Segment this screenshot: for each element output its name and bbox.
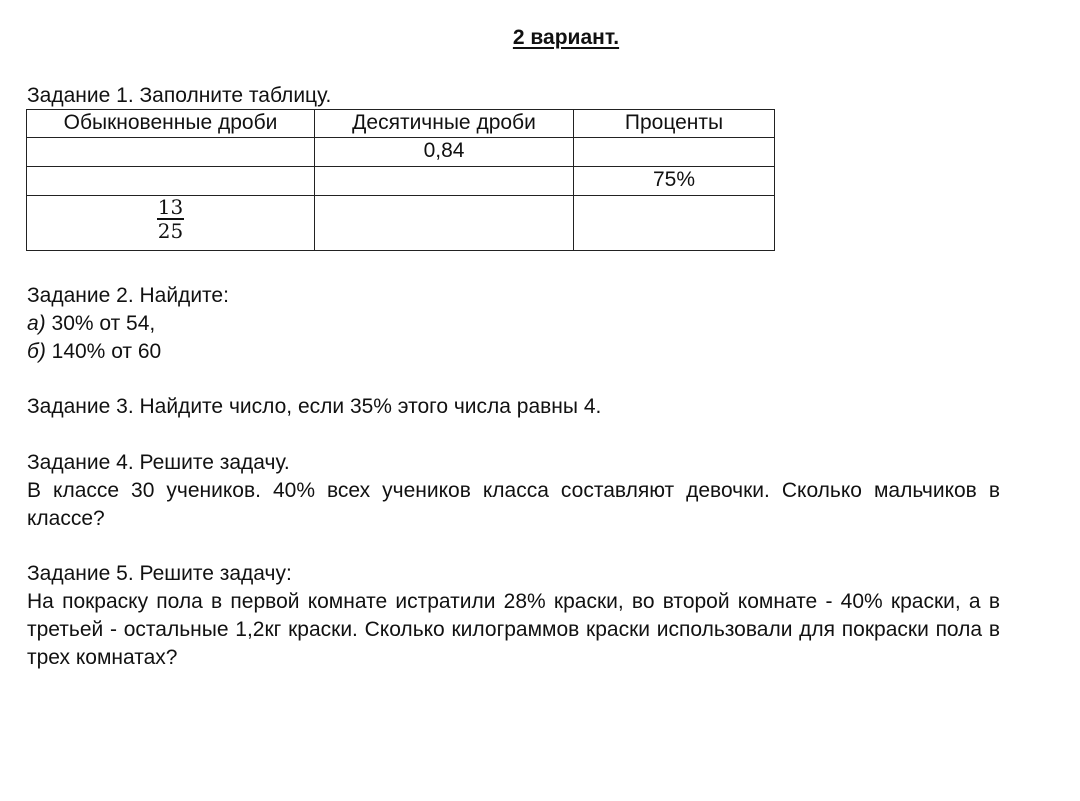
table-cell [27, 167, 315, 196]
table-row [27, 167, 775, 196]
table-cell: 0,84 [315, 138, 574, 167]
table-cell [574, 138, 775, 167]
fraction-denominator: 25 [157, 219, 184, 243]
task2-item-b [27, 338, 1000, 366]
task4-block [27, 449, 1000, 533]
item-text: 30% от 54, [45, 312, 156, 335]
fill-table [26, 109, 775, 251]
item-text: 140% от 60 [45, 340, 162, 363]
item-label: б) [27, 340, 46, 363]
table-header-row [27, 110, 775, 138]
task5-heading: Задание 5. Решите задачу: [27, 562, 292, 585]
table-cell [27, 138, 315, 167]
task5-block [27, 560, 1000, 672]
table-cell [574, 196, 775, 251]
task2-heading: Задание 2. Найдите: [27, 284, 229, 307]
column-header-decimal-fractions: Десятичные дроби [315, 110, 574, 138]
table-row [27, 196, 775, 251]
task2-block [27, 282, 1000, 366]
fraction [157, 196, 184, 242]
table-cell: 75% [574, 167, 775, 196]
fraction-numerator: 13 [157, 195, 184, 219]
task1-heading: Задание 1. Заполните таблицу. [27, 84, 332, 107]
column-header-percents: Проценты [574, 110, 775, 138]
table-cell [315, 167, 574, 196]
task4-heading: Задание 4. Решите задачу. [27, 451, 290, 474]
item-label: а) [27, 312, 46, 335]
task4-body: В классе 30 учеников. 40% всех учеников класса составляют девочки. Сколько мальчиков в классе? [27, 479, 1000, 530]
variant-title: 2 вариант. [512, 26, 620, 49]
task3-block [27, 393, 1000, 421]
column-header-common-fractions: Обыкновенные дроби [27, 110, 315, 138]
task2-item-a [27, 310, 1000, 338]
table-cell [315, 196, 574, 251]
task3-heading: Задание 3. Найдите число, если 35% этого числа равны 4. [27, 395, 602, 418]
task5-body: На покраску пола в первой комнате истратили 28% краски, во второй комнате - 40% краски, а в третьей - остальные 1,2кг краски. Сколько килограммов краски использовали для покраски пола в трех комнатах? [27, 590, 1000, 669]
table-row [27, 138, 775, 167]
table-cell-fraction [27, 196, 315, 251]
task1-block [27, 82, 1000, 110]
